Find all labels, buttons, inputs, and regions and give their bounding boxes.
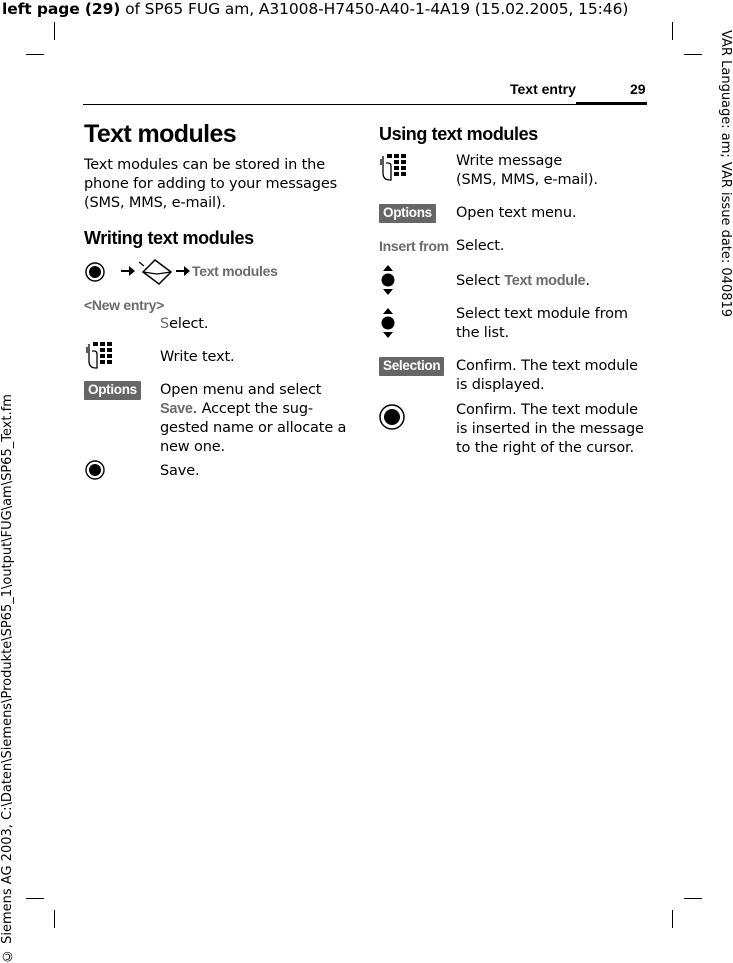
crop-mark — [684, 54, 702, 55]
nav-up-down-icon — [380, 264, 396, 296]
navigation-key-icon — [85, 460, 105, 480]
crop-mark — [672, 22, 673, 40]
print-header: left page (29) of SP65 FUG am, A31008-H7450-A40-1-4A19 (15.02.2005, 15:46) — [2, 0, 629, 18]
intro-paragraph: Text modules can be stored in the phone for adding to your messages (SMS, MMS, e-mail). — [84, 157, 338, 211]
selection-softkey: Selection — [379, 357, 444, 376]
nav-up-down-icon — [380, 307, 396, 339]
crop-mark — [26, 898, 44, 899]
write-text: Write text. — [160, 349, 235, 365]
options-softkey: Options — [379, 204, 436, 223]
crop-mark — [26, 54, 44, 55]
path-label: Text modules — [192, 263, 278, 279]
section-heading: Writing text modules — [84, 228, 254, 248]
arrow-right-icon — [120, 265, 136, 277]
crop-mark — [684, 898, 702, 899]
page-number: 29 — [630, 81, 646, 97]
open-text-menu: Open text menu. — [456, 205, 577, 221]
insert-from-key: Insert from — [379, 238, 449, 254]
confirm-description: Confirm. The text module is inserted in the message to the right of the cursor. — [456, 402, 644, 456]
select-text: Select. — [160, 316, 209, 332]
crop-mark — [54, 22, 55, 40]
crop-mark — [672, 910, 673, 928]
navigation-key-icon — [85, 262, 105, 282]
insert-select-text: Select. — [456, 238, 505, 254]
options-softkey: Options — [84, 381, 141, 400]
selection-description: Confirm. The text module is displayed. — [456, 358, 638, 393]
page-title: Text modules — [84, 120, 237, 148]
options-description: Open menu and select Save. Accept the sug- gested name or allocate a new one. — [160, 382, 347, 455]
select-from-list: Select text module from the list. — [456, 306, 628, 341]
save-text: Save. — [160, 463, 200, 479]
keypad-icon — [85, 341, 115, 371]
header-rule-tab — [576, 102, 647, 105]
keypad-icon — [379, 153, 409, 183]
section-heading: Using text modules — [379, 124, 538, 144]
crop-mark — [54, 910, 55, 928]
new-entry-key: <New entry> — [84, 297, 164, 313]
copyright-path: © Siemens AG 2003, C:\Daten\Siemens\Produkte\SP65_1\output\FUG\am\SP65_Text.fm — [0, 394, 15, 963]
navigation-key-icon — [379, 404, 405, 430]
running-title: Text entry — [510, 81, 576, 97]
language-note: VAR Language: am; VAR issue date: 040819 — [718, 30, 733, 318]
envelope-icon — [137, 258, 173, 286]
arrow-right-icon — [175, 265, 191, 277]
header-rule — [83, 104, 647, 105]
write-message-text: Write message (SMS, MMS, e-mail). — [456, 153, 598, 188]
select-text-module: Select Text module. — [456, 273, 590, 289]
